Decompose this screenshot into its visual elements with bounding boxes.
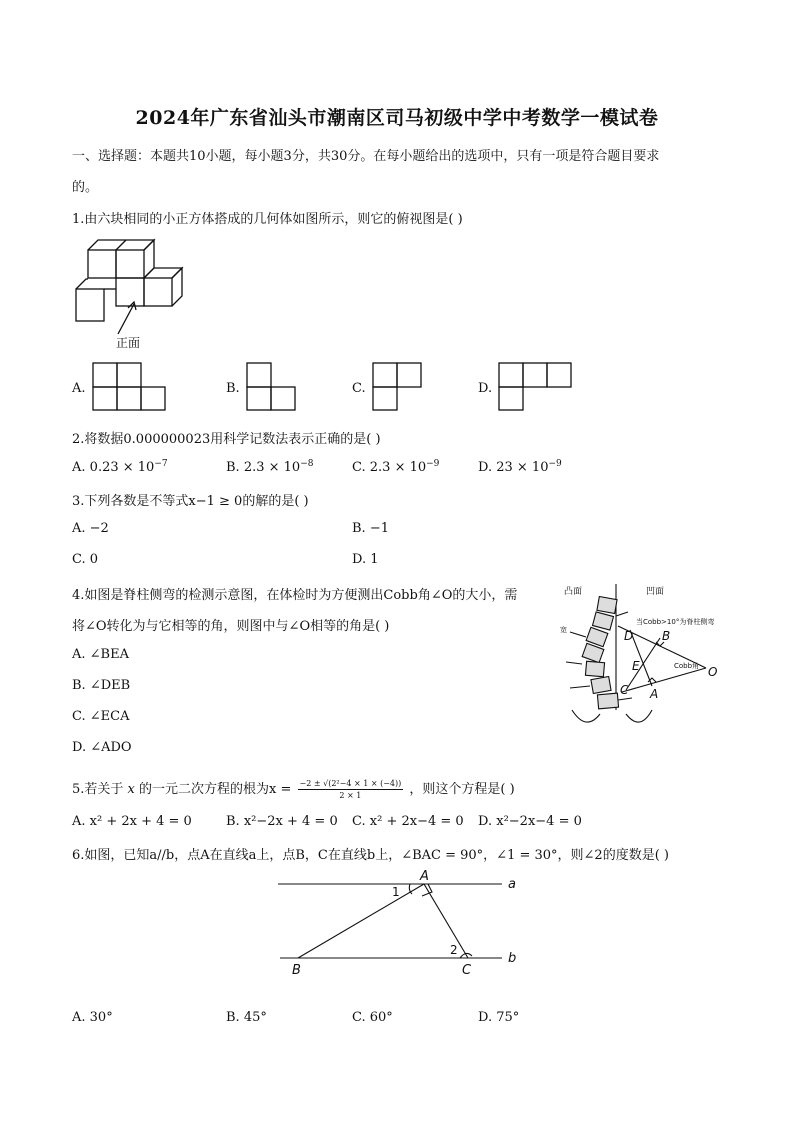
q3-option-a[interactable]: A. −2 [72,521,109,536]
q4-note-label: 当Cobb>10°为脊柱侧弯 [636,618,715,626]
q2-option-a[interactable] [72,459,168,475]
q5-option-d-text: x²−2x−4 = 0 [496,814,582,829]
q5-option-c[interactable] [352,814,464,829]
q5-option-b-label: B. [226,814,240,829]
q1-cube-figure [70,232,190,354]
q2-option-a-mantissa: 0.23 × 10 [89,460,155,475]
q5-fraction-numerator: −2 ± √(2²−4 × 1 × (−4)) [299,779,402,788]
section-heading-line2: 的。 [72,180,99,195]
q2-option-c-mantissa: 2.3 × 10 [369,460,427,475]
section-heading-line1: 一、选择题：本题共10小题，每小题3分，共30分。在每小题给出的选项中，只有一项是符合题目要求 [72,149,660,164]
q1-stem: 1.由六块相同的小正方体搭成的几何体如图所示，则它的俯视图是( ) [72,212,463,227]
q2-option-a-label: A. [72,460,86,475]
q5-option-c-label: C. [352,814,366,829]
q2-option-d-label: D. [478,460,493,475]
q6-option-c[interactable]: C. 60° [352,1010,393,1025]
q2-option-a-exponent: −7 [154,459,168,469]
q4-option-b[interactable]: B. ∠DEB [72,678,131,693]
page-title: 2024年广东省汕头市潮南区司马初级中学中考数学一模试卷 [135,107,659,129]
q6-line-b: b [508,951,517,966]
q4-point-c: C [620,683,629,697]
q4-spine-figure [556,582,724,742]
q2-option-b[interactable] [226,459,313,475]
q4-cobb-label: Cobb角 [674,662,700,670]
q2-stem: 2.将数据0.000000023用科学记数法表示正确的是( ) [72,432,381,447]
q1-option-c-label[interactable]: C. [352,381,366,396]
q1-option-b-label[interactable]: B. [226,381,240,396]
q1-option-d-label[interactable]: D. [478,381,493,396]
q6-angle-2: 2 [450,943,458,957]
q5-option-d[interactable] [478,814,582,829]
q4-stem-line2: 将∠O转化为与它相等的角，则图中与∠O相等的角是( ) [72,619,390,634]
q6-point-c: C [462,963,472,978]
q5-option-a-text: x² + 2x + 4 = 0 [89,814,192,829]
q4-stem-line1: 4.如图是脊柱侧弯的检测示意图，在体检时为方便测出Cobb角∠O的大小，需 [72,588,518,603]
q3-option-b[interactable]: B. −1 [352,521,389,536]
q6-point-a: A [420,869,429,884]
q1-option-d-figure[interactable] [498,362,572,412]
q2-option-b-label: B. [226,460,240,475]
q5-root-fraction [298,778,404,801]
q4-point-d: D [624,629,634,643]
q6-option-b[interactable]: B. 45° [226,1010,267,1025]
q6-option-a[interactable]: A. 30° [72,1010,113,1025]
q1-front-label: 正面 [116,336,141,350]
q5-variable: x [127,782,135,797]
q3-option-d[interactable]: D. 1 [352,552,379,567]
q5-option-b-text: x²−2x + 4 = 0 [243,814,338,829]
q1-option-c-figure[interactable] [372,362,422,412]
q6-line-a: a [508,877,516,892]
q2-option-d-exponent: −9 [548,459,562,469]
q6-parallel-lines-figure [270,862,530,980]
q4-point-o: O [708,665,718,679]
q6-stem: 6.如图，已知a//b，点A在直线a上，点B，C在直线b上，∠BAC = 90°，∠1 = 30°，则∠2的度数是( ) [72,848,669,863]
q1-option-a-label[interactable]: A. [72,381,86,396]
q4-point-e: E [632,659,640,673]
q5-stem-post: ，则这个方程是( ) [409,782,515,797]
q3-stem: 3.下列各数是不等式x−1 ≥ 0的解的是( ) [72,494,309,509]
q5-stem-mid: 的一元二次方程的根为x = [139,782,292,797]
q2-option-d-mantissa: 23 × 10 [496,460,549,475]
q2-option-b-exponent: −8 [300,459,314,469]
q2-option-d[interactable] [478,459,562,475]
q4-option-a[interactable]: A. ∠BEA [72,647,129,662]
q4-wide-label: 宽 [560,626,567,634]
q3-option-c[interactable]: C. 0 [72,552,99,567]
q2-option-c-label: C. [352,460,366,475]
q4-option-d[interactable]: D. ∠ADO [72,740,132,755]
q5-stem [72,778,515,801]
q5-option-a-label: A. [72,814,86,829]
q4-option-c[interactable]: C. ∠ECA [72,709,130,724]
q1-option-b-figure[interactable] [246,362,296,412]
q4-concave-label: 凹面 [646,587,665,597]
q5-option-c-text: x² + 2x−4 = 0 [369,814,464,829]
q2-option-c[interactable] [352,459,439,475]
q5-option-d-label: D. [478,814,493,829]
q6-option-d[interactable]: D. 75° [478,1010,520,1025]
q4-point-a: A [650,687,659,701]
q2-option-c-exponent: −9 [426,459,440,469]
q2-option-b-mantissa: 2.3 × 10 [243,460,301,475]
q4-point-b: B [662,629,671,643]
q5-option-a[interactable] [72,814,192,829]
q6-point-b: B [292,963,301,978]
q4-convex-label: 凸面 [564,587,583,597]
q5-option-b[interactable] [226,814,338,829]
q5-stem-pre: 5.若关于 [72,782,124,797]
q1-option-a-figure[interactable] [92,362,166,412]
q5-fraction-denominator: 2 × 1 [339,791,362,800]
q6-angle-1: 1 [392,885,400,899]
